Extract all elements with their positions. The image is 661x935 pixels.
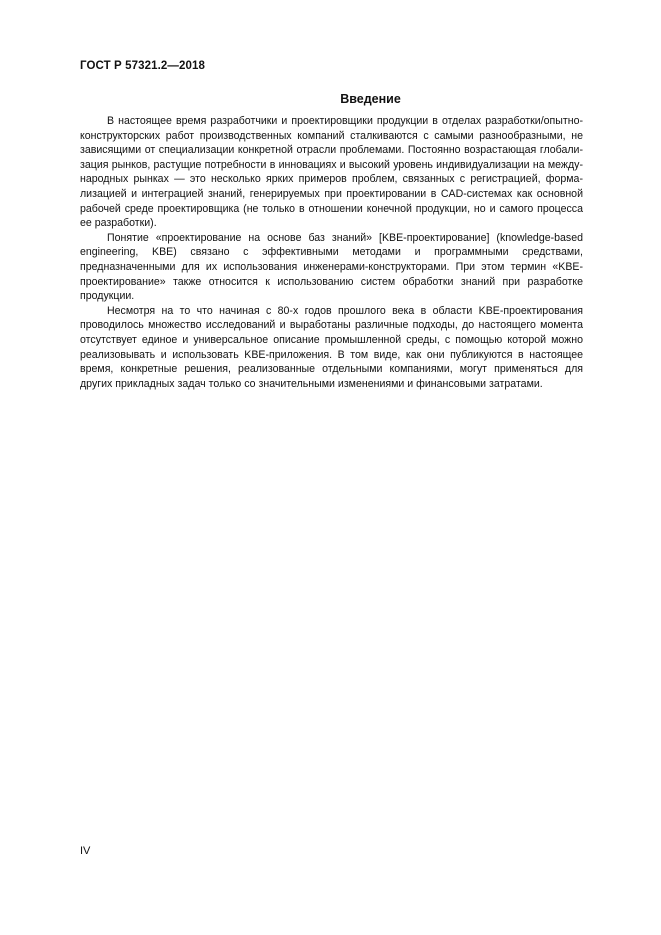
paragraph: Понятие «проектирование на основе баз знаний» [KBE-проектирование] (knowledge-based engineering, KBE) связано с эффективными методами и программными средствами, предназначенными для их использования инженерами-конструкторами. При этом термин «KBE-проектирование» также относится к использованию систем обработки знаний при разработке продукции. — [80, 231, 583, 303]
body-text — [80, 114, 583, 391]
document-code: ГОСТ Р 57321.2—2018 — [80, 60, 205, 72]
paragraph: Несмотря на то что начиная с 80-х годов прошлого века в области KBE-проектирования проводилось множество исследований и выработаны различные подходы, до настоящего момента отсутствует единое и универсальное описание промышленной среды, с помощью которой можно реализовывать и использовать KBE-приложения. В том виде, как они публикуются в настоящее время, конкретные решения, реализованные отдельными компаниями, могут применяться для других прикладных задач только со значительными изменениями и финансовыми затратами. — [80, 304, 583, 390]
page-number: IV — [80, 845, 91, 857]
section-title: Введение — [340, 92, 401, 106]
paragraph: В настоящее время разработчики и проектировщики продукции в отделах разработки/опытно-конструкторских работ производственных компаний сталкиваются с самыми разнообразными, не зависящими от специализации конкретной отрасли проблемами. Постоянно возрастающая глобализация рынков, растущие потребности в инновациях и высокий уровень индивидуализации на международных рынках — это несколько ярких примеров проблем, связанных с регистрацией, формализацией и интеграцией знаний, генерируемых при проектировании в CAD-системах как основной рабочей среде проектировщика (не только в отношении конечной продукции, но и самого процесса ее разработки). — [80, 115, 583, 230]
